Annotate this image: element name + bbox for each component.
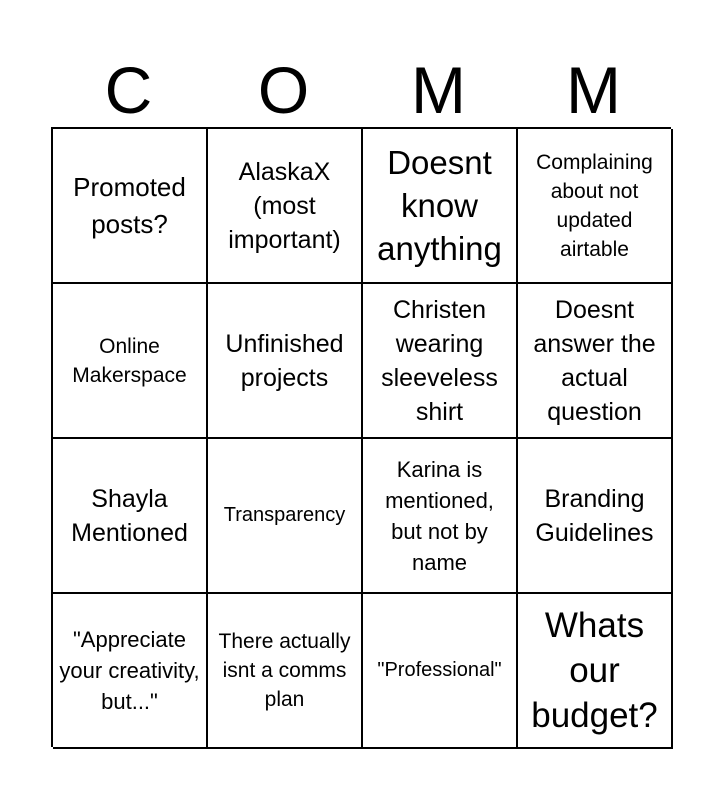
header-letter-m2: M — [566, 53, 621, 127]
header-letter-o: O — [257, 53, 310, 127]
cell-text: Karina is mentioned, but not by name — [385, 456, 494, 575]
cell-text: Shayla Mentioned — [71, 484, 188, 547]
cell-text: Christen wearing sleeveless shirt — [381, 295, 498, 426]
cell-text: Branding Guidelines — [535, 484, 654, 547]
bingo-header — [51, 52, 671, 128]
bingo-cell[interactable] — [53, 439, 208, 594]
bingo-cell[interactable] — [208, 594, 363, 749]
cell-text: AlaskaX (most important) — [228, 157, 341, 254]
bingo-cell[interactable] — [363, 284, 518, 439]
cell-text: Unfinished projects — [225, 329, 344, 392]
cell-text: Transparency — [223, 504, 346, 526]
bingo-cell[interactable] — [53, 284, 208, 439]
bingo-cell[interactable] — [363, 594, 518, 749]
bingo-cell[interactable] — [208, 284, 363, 439]
bingo-cell[interactable] — [518, 439, 673, 594]
cell-text: Complaining about not updated airtable — [536, 150, 653, 261]
bingo-grid — [51, 127, 671, 747]
bingo-cell[interactable] — [53, 594, 208, 749]
cell-text: Doesnt know anything — [377, 144, 502, 267]
cell-text: "Appreciate your creativity, but..." — [59, 627, 200, 714]
header-letter-m1: M — [411, 53, 466, 127]
cell-text: Whats our budget? — [531, 606, 658, 735]
bingo-cell[interactable] — [208, 129, 363, 284]
cell-text: Doesnt answer the actual question — [533, 295, 656, 426]
cell-text: Online Makerspace — [72, 334, 187, 387]
cell-text: Promoted posts? — [73, 171, 186, 239]
bingo-cell[interactable] — [518, 284, 673, 439]
bingo-cell[interactable] — [53, 129, 208, 284]
bingo-cell[interactable] — [518, 594, 673, 749]
bingo-cell[interactable] — [363, 129, 518, 284]
cell-text: There actually isnt a comms plan — [218, 630, 351, 711]
header-letter-c: C — [104, 53, 153, 127]
cell-text: "Professional" — [377, 659, 502, 681]
bingo-cell[interactable] — [518, 129, 673, 284]
bingo-cell[interactable] — [208, 439, 363, 594]
bingo-cell[interactable] — [363, 439, 518, 594]
